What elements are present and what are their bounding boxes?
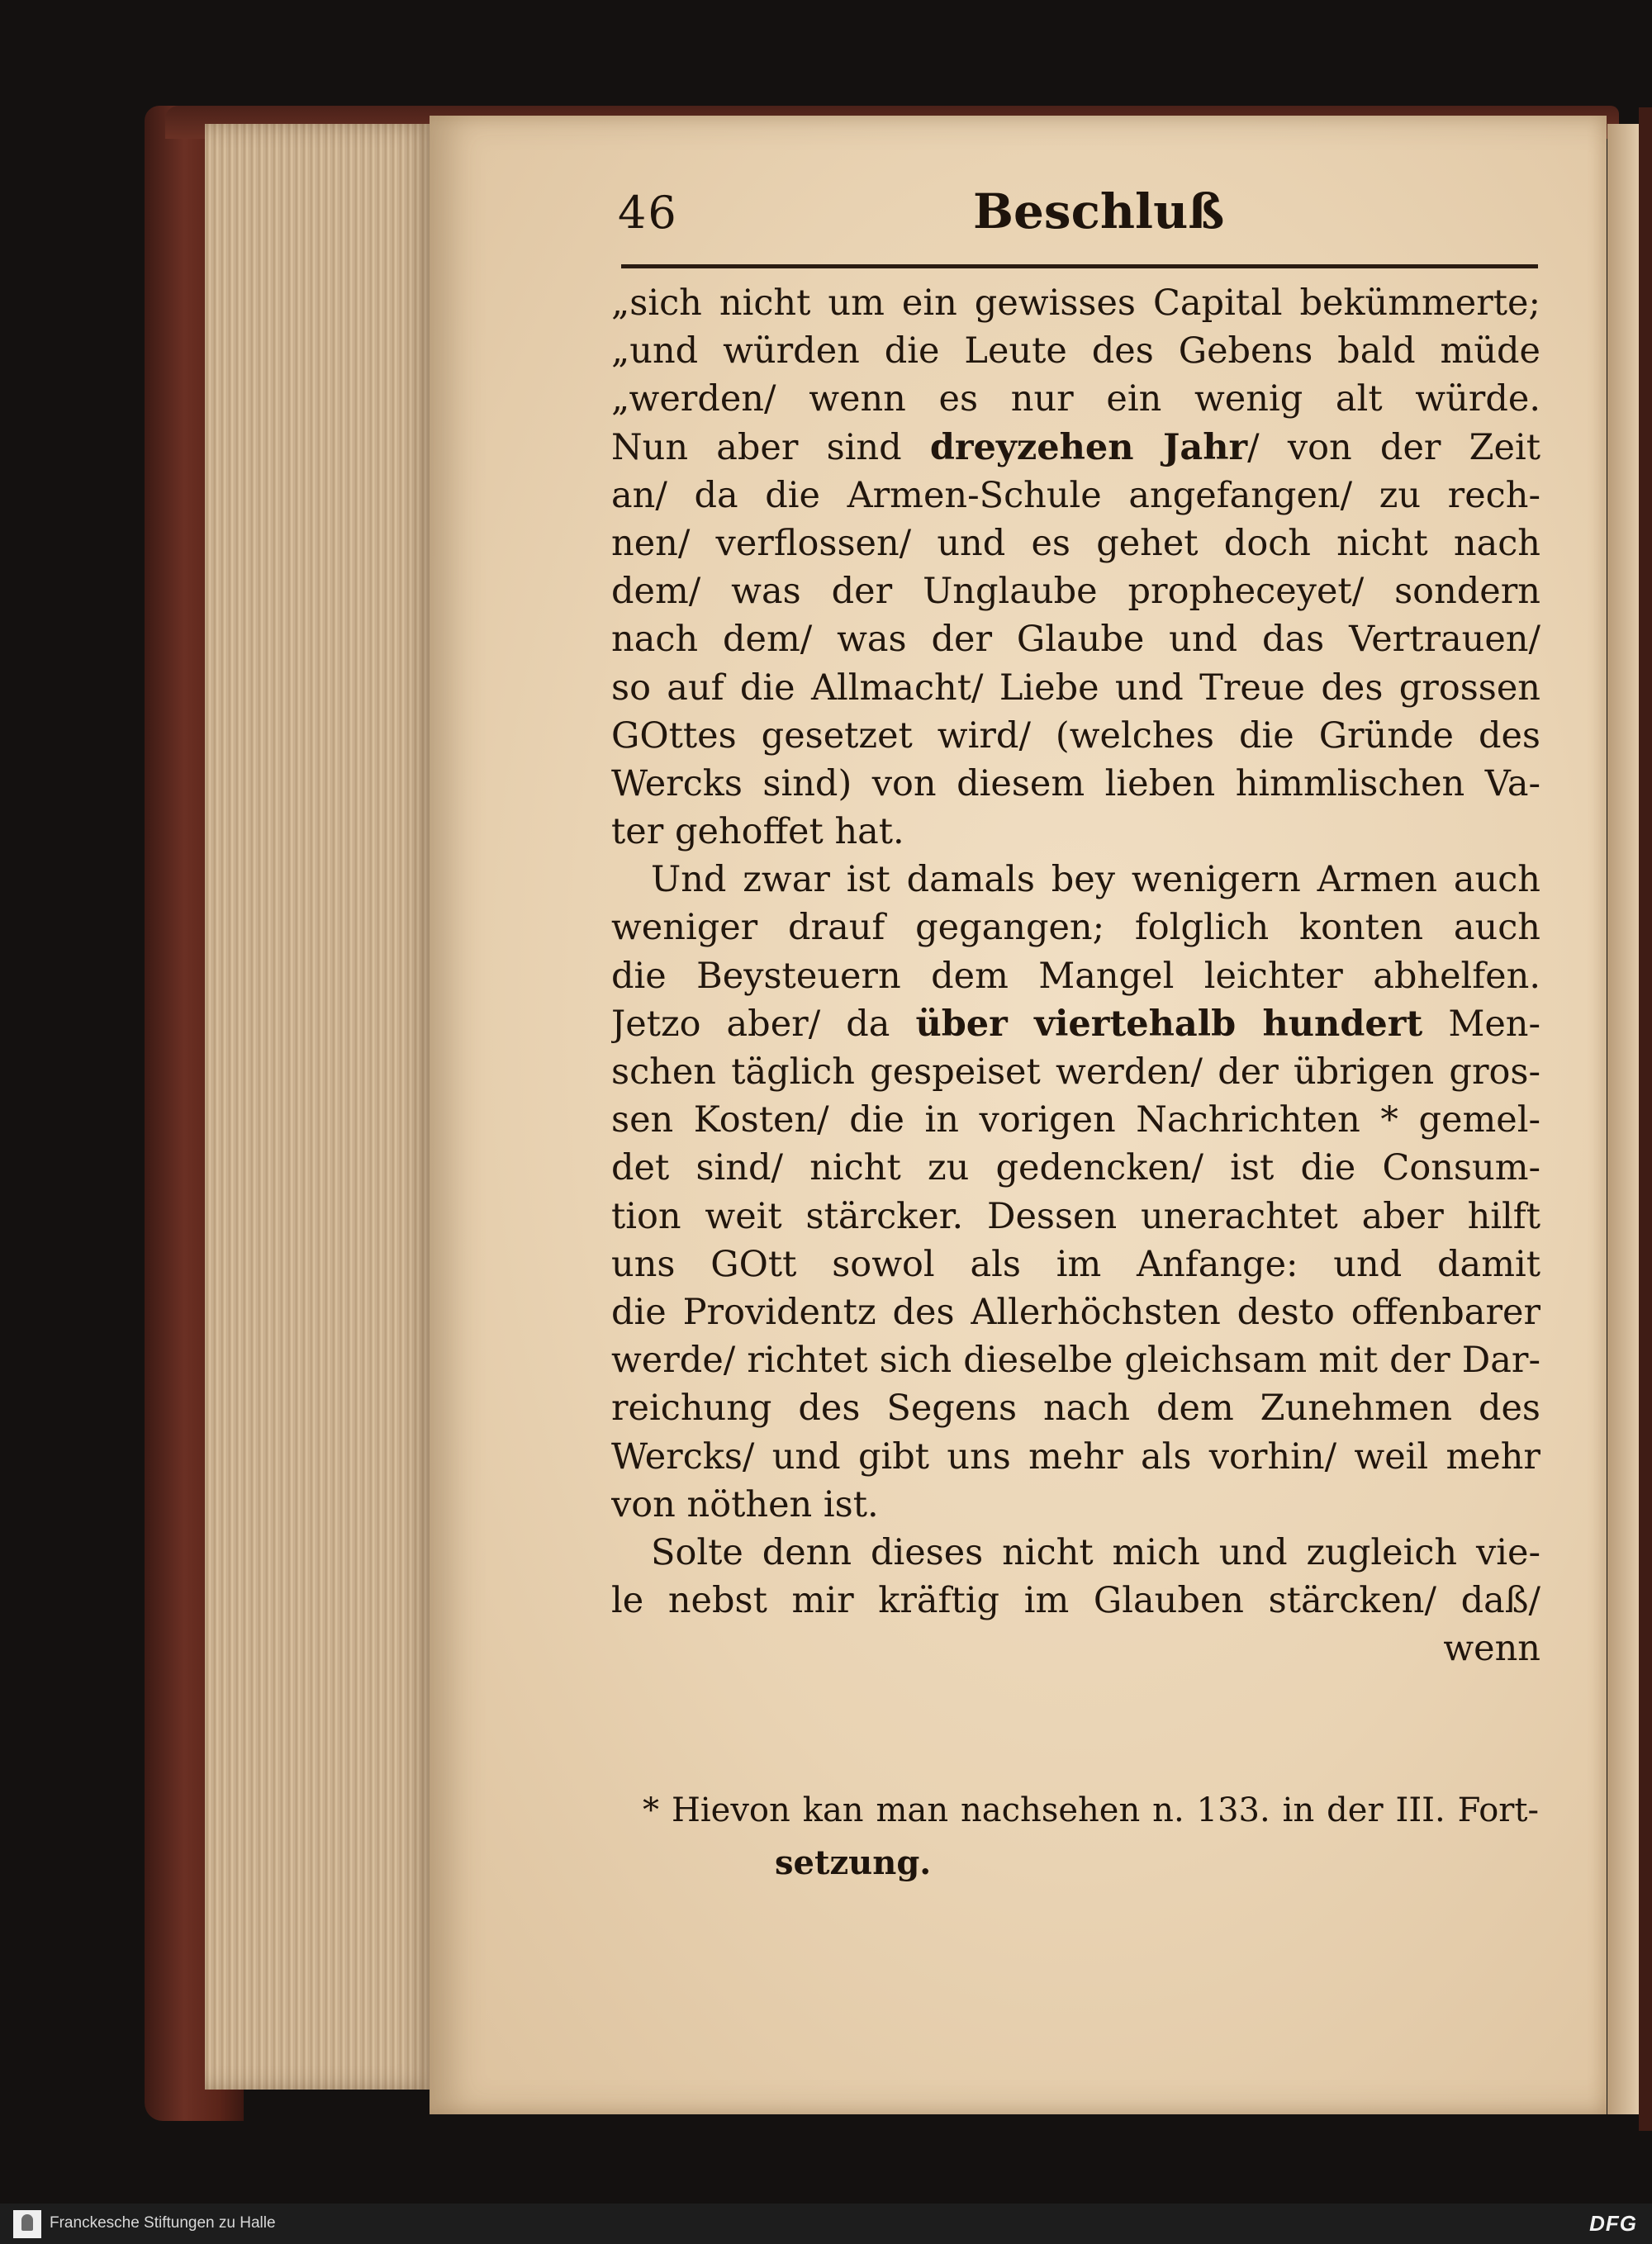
- text-line: [611, 424, 1540, 472]
- text-line: sen Kosten/ die in vorigen Nachrichten * gemel-: [611, 1099, 1540, 1141]
- text-line: „sich nicht um ein gewisses Capital bekümmerte;: [611, 282, 1540, 324]
- text-line: reichung des Segens nach dem Zunehmen des: [611, 1388, 1540, 1430]
- text-line: [611, 1000, 1540, 1048]
- footnote-line: * Hievon kan man nachsehen n. 133. in der III. Fort-: [643, 1791, 1539, 1829]
- text-line: nach dem/ was der Glaube und das Vertrauen/: [611, 619, 1540, 661]
- institution-name: Franckesche Stiftungen zu Halle: [50, 2214, 276, 2232]
- emphasis-text: dreyzehen Jahr: [929, 426, 1248, 468]
- text-line: Wercks sind) von diesem lieben himmlischen Va-: [611, 762, 1540, 804]
- book-cover-right: [1639, 107, 1652, 2131]
- text-line: die Providentz des Allerhöchsten desto offenbarer: [611, 1291, 1540, 1333]
- text-line: Wercks/ und gibt uns mehr als vorhin/ weil mehr: [611, 1435, 1540, 1478]
- text-run: Jetzo aber/ da: [611, 1003, 890, 1045]
- institution-logo-icon: [13, 2210, 41, 2238]
- text-line: schen täglich gespeiset werden/ der übrigen gros-: [611, 1051, 1540, 1093]
- text-line: dem/ was der Unglaube propheceyet/ sondern: [611, 571, 1540, 613]
- text-line: „werden/ wenn es nur ein wenig alt würde.: [611, 378, 1540, 420]
- text-run: Men-: [1448, 1003, 1540, 1045]
- text-run: Nun aber sind: [611, 426, 902, 468]
- text-line: „und würden die Leute des Gebens bald müde: [611, 330, 1540, 372]
- text-line: Solte denn dieses nicht mich und zugleich vie-: [651, 1531, 1540, 1573]
- emphasis-text: über viertehalb hundert: [915, 1003, 1423, 1045]
- catchword: wenn: [1443, 1628, 1540, 1670]
- dfg-logo: DFG: [1589, 2211, 1637, 2236]
- text-line: ter gehoffet hat.: [611, 811, 904, 853]
- running-title: Beschluß: [973, 183, 1225, 240]
- text-line: uns GOtt sowol als im Anfange: und damit: [611, 1243, 1540, 1285]
- text-line: an/ da die Armen-Schule angefangen/ zu rech-: [611, 474, 1540, 516]
- header-rule: [621, 264, 1538, 268]
- text-line: Und zwar ist damals bey wenigern Armen auch: [651, 859, 1540, 901]
- text-line: werde/ richtet sich dieselbe gleichsam mit der Dar-: [611, 1340, 1540, 1382]
- text-line: tion weit stärcker. Dessen unerachtet aber hilft: [611, 1195, 1540, 1237]
- text-line: die Beysteuern dem Mangel leichter abhelfen.: [611, 955, 1540, 997]
- page-edges: [205, 124, 436, 2090]
- text-line: weniger drauf gegangen; folglich konten auch: [611, 907, 1540, 949]
- text-run: / von der Zeit: [1247, 426, 1540, 468]
- text-line: von nöthen ist.: [611, 1483, 879, 1525]
- viewer-footer: [0, 2204, 1652, 2244]
- body-text: [611, 279, 1540, 1672]
- text-line: nen/ verflossen/ und es gehet doch nicht nach: [611, 522, 1540, 564]
- page-number: 46: [618, 187, 678, 239]
- text-line: le nebst mir kräftig im Glauben stärcken/ daß/: [611, 1580, 1540, 1622]
- text-line: so auf die Allmacht/ Liebe und Treue des grossen: [611, 667, 1540, 709]
- text-line: det sind/ nicht zu gedencken/ ist die Consum-: [611, 1147, 1540, 1189]
- facing-page-edge: [1607, 124, 1640, 2114]
- footnote-line: setzung.: [775, 1843, 932, 1882]
- footnote: [643, 1784, 1539, 1890]
- text-line: GOttes gesetzet wird/ (welches die Gründe des: [611, 714, 1540, 757]
